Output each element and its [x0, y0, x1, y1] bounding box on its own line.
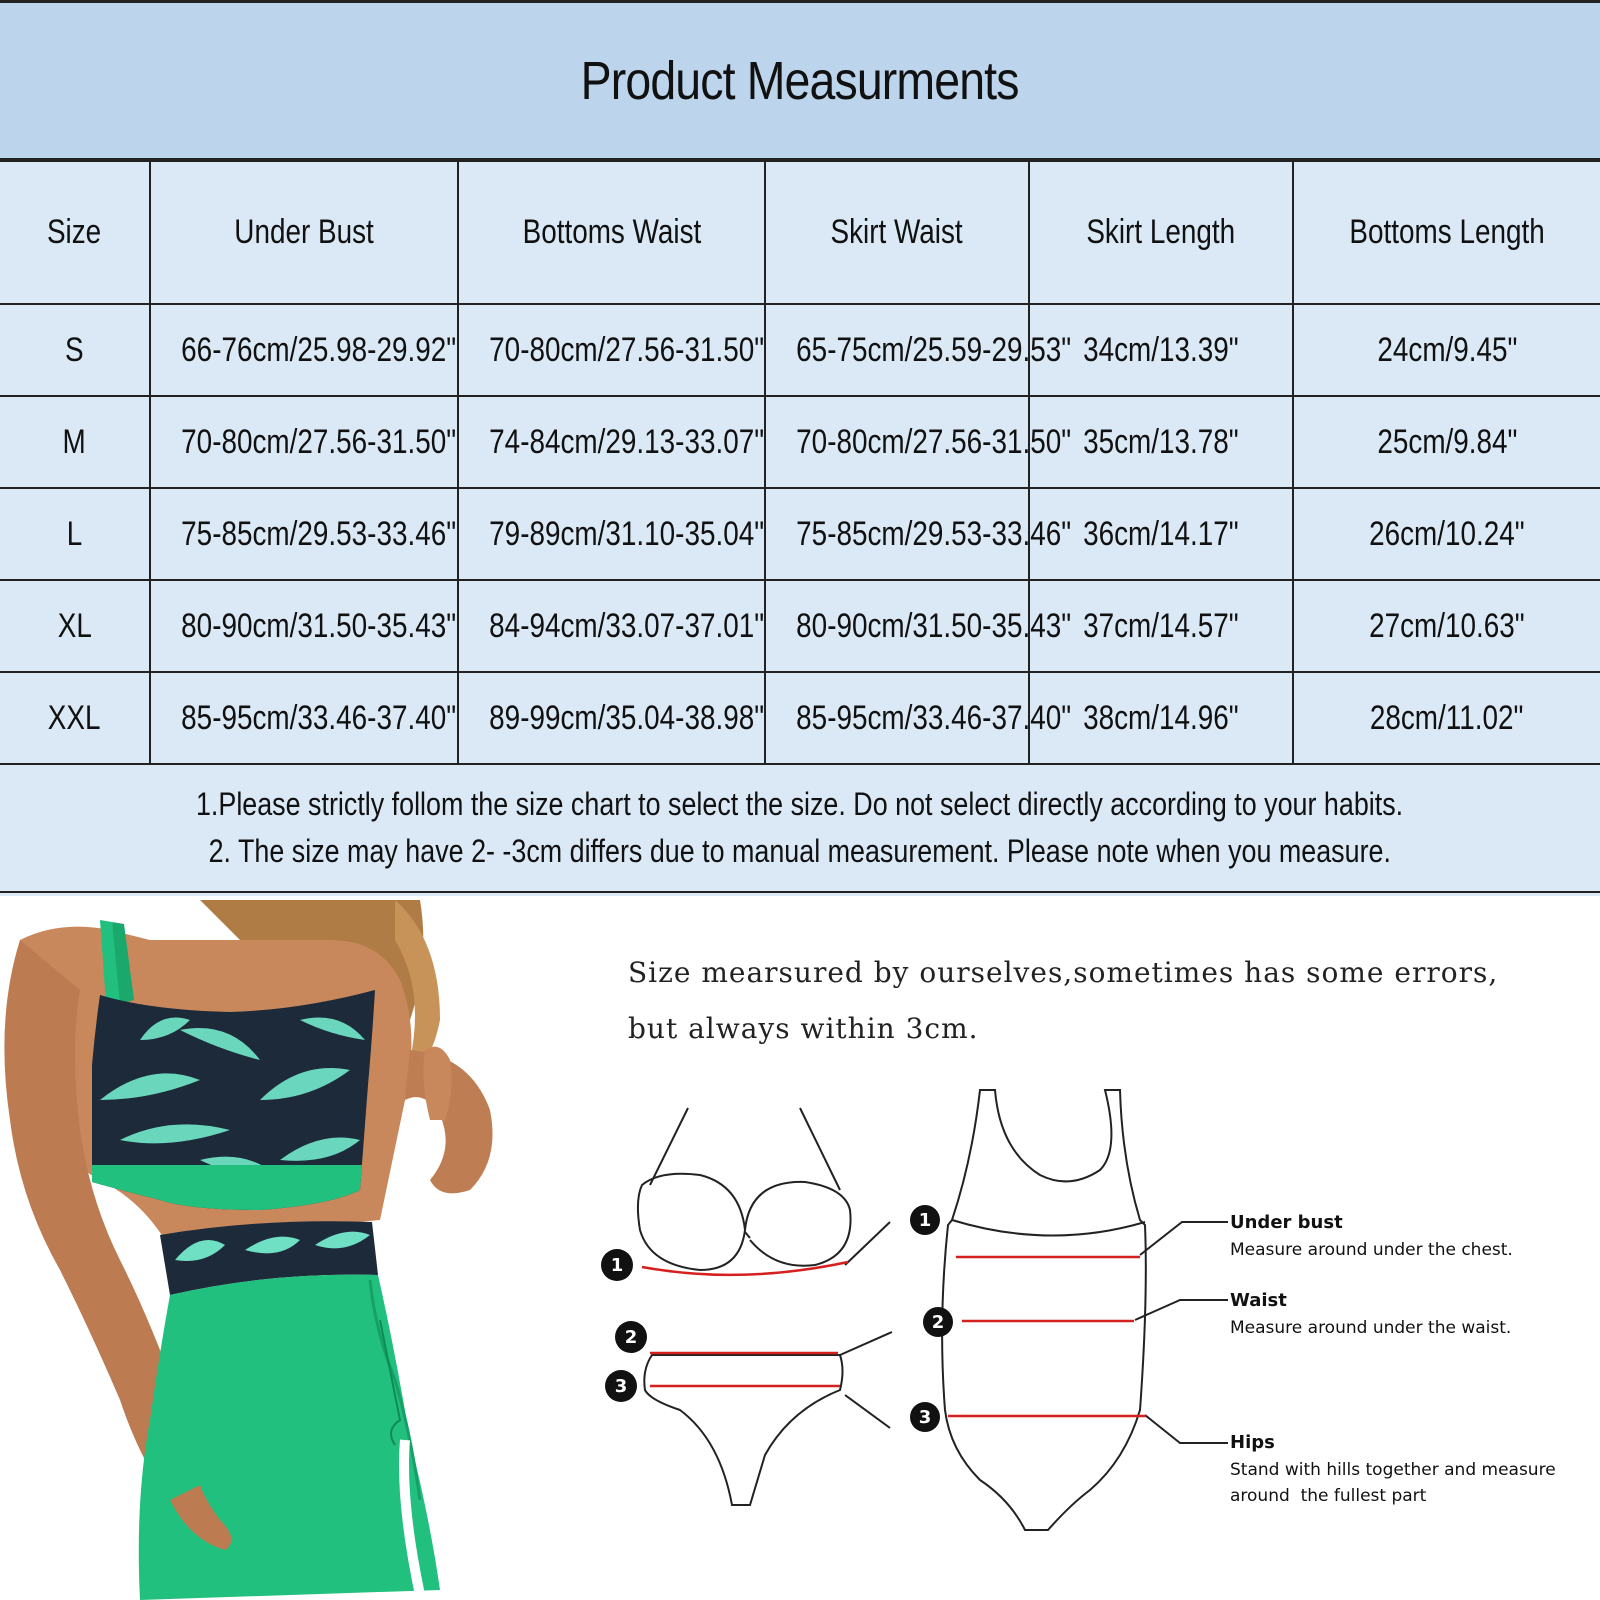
measurement-cell: 85-95cm/33.46-37.40": [765, 672, 1029, 764]
bikini-top-drawing: [638, 1108, 851, 1270]
measurement-cell: 75-85cm/29.53-33.46": [150, 488, 458, 580]
table-row: [0, 488, 1600, 580]
measurement-cell: 79-89cm/31.10-35.04": [458, 488, 765, 580]
measurement-cell: 89-99cm/35.04-38.98": [458, 672, 765, 764]
measurement-cell: 75-85cm/29.53-33.46": [765, 488, 1029, 580]
disclaimer-line-1: Size mearsured by ourselves,sometimes has some errors,: [628, 956, 1499, 989]
disclaimer-line-2: but always within 3cm.: [628, 1012, 979, 1045]
column-header: Size: [0, 161, 150, 304]
measurement-cell: 74-84cm/29.13-33.07": [458, 396, 765, 488]
size-cell: L: [0, 488, 150, 580]
column-header: Skirt Length: [1029, 161, 1293, 304]
measurement-cell: 70-80cm/27.56-31.50": [458, 304, 765, 396]
svg-text:3: 3: [614, 1376, 628, 1397]
svg-text:1: 1: [610, 1255, 624, 1276]
svg-text:2: 2: [931, 1312, 945, 1333]
table-header-row: [0, 161, 1600, 304]
measurement-cell: 38cm/14.96": [1029, 672, 1293, 764]
measurement-cell: 28cm/11.02": [1293, 672, 1600, 764]
bikini-bottom-drawing: [644, 1355, 842, 1505]
svg-text:2: 2: [624, 1327, 638, 1348]
measurement-cell: 25cm/9.84": [1293, 396, 1600, 488]
measurement-cell: 80-90cm/31.50-35.43": [765, 580, 1029, 672]
column-header: Under Bust: [150, 161, 458, 304]
measurement-cell: 66-76cm/25.98-29.92": [150, 304, 458, 396]
waist-heading: Waist: [1230, 1290, 1287, 1311]
hips-desc-line-1: Stand with hills together and measure: [1230, 1460, 1556, 1480]
label-hips: [1230, 1432, 1556, 1509]
label-under-bust: [1230, 1212, 1513, 1263]
size-notes: [0, 765, 1600, 893]
measurement-cell: 80-90cm/31.50-35.43": [150, 580, 458, 672]
measurement-cell: 37cm/14.57": [1029, 580, 1293, 672]
measurement-cell: 35cm/13.78": [1029, 396, 1293, 488]
measurement-cell: 70-80cm/27.56-31.50": [765, 396, 1029, 488]
svg-text:1: 1: [918, 1210, 932, 1231]
size-table: [0, 160, 1600, 765]
measurement-diagram: [600, 1100, 1600, 1600]
measurement-cell: 65-75cm/25.59-29.53": [765, 304, 1029, 396]
hips-heading: Hips: [1230, 1432, 1275, 1453]
size-cell: M: [0, 396, 150, 488]
table-row: [0, 396, 1600, 488]
column-header: Bottoms Length: [1293, 161, 1600, 304]
column-header: Bottoms Waist: [458, 161, 765, 304]
measurement-cell: 36cm/14.17": [1029, 488, 1293, 580]
under-bust-heading: Under bust: [1230, 1212, 1343, 1233]
measurement-cell: 85-95cm/33.46-37.40": [150, 672, 458, 764]
measurement-cell: 26cm/10.24": [1293, 488, 1600, 580]
swimsuit-drawing: [942, 1090, 1146, 1530]
measurement-cell: 70-80cm/27.56-31.50": [150, 396, 458, 488]
product-photo: [0, 900, 520, 1600]
size-cell: S: [0, 304, 150, 396]
hips-desc-line-2: around the fullest part: [1230, 1486, 1427, 1506]
measurement-cell: 34cm/13.39": [1029, 304, 1293, 396]
table-row: [0, 580, 1600, 672]
measurement-disclaimer: [628, 945, 1588, 1057]
measurement-cell: 84-94cm/33.07-37.01": [458, 580, 765, 672]
chart-title: Product Measurments: [0, 3, 1600, 160]
label-waist: [1230, 1290, 1511, 1341]
table-row: [0, 304, 1600, 396]
table-row: [0, 672, 1600, 764]
note-1: 1.Please strictly follom the size chart to select the size. Do not select directly according to your habits.: [196, 786, 1404, 822]
column-header: Skirt Waist: [765, 161, 1029, 304]
under-bust-desc: Measure around under the chest.: [1230, 1240, 1513, 1260]
note-2: 2. The size may have 2- -3cm differs due to manual measurement. Please note when you measure.: [208, 833, 1392, 869]
size-cell: XL: [0, 580, 150, 672]
hips-desc: [1230, 1457, 1556, 1509]
measurement-cell: 24cm/9.45": [1293, 304, 1600, 396]
svg-text:3: 3: [918, 1407, 932, 1428]
waist-desc: Measure around under the waist.: [1230, 1318, 1512, 1338]
size-cell: XXL: [0, 672, 150, 764]
measurement-cell: 27cm/10.63": [1293, 580, 1600, 672]
